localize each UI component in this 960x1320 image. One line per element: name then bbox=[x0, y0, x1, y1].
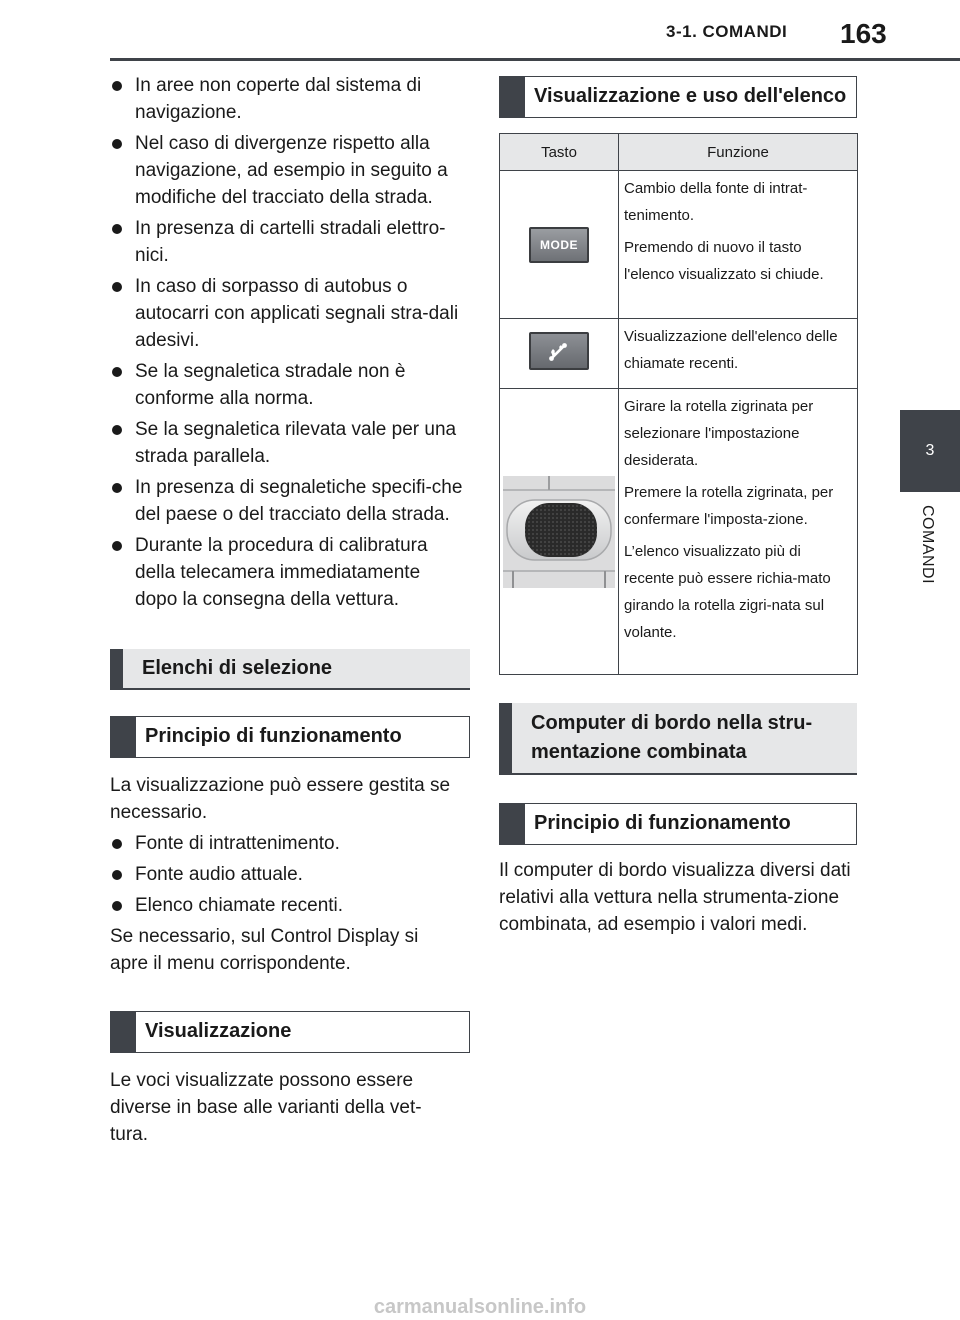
function-line: Premendo di nuovo il tasto l'elenco visualizzato si chiude. bbox=[624, 239, 824, 283]
table-row bbox=[500, 389, 858, 675]
table-row bbox=[500, 171, 858, 319]
right-column bbox=[499, 76, 859, 938]
mode-button-icon: MODE bbox=[529, 227, 589, 263]
section-heading-onboard-computer bbox=[499, 703, 857, 775]
chapter-side-label-text: COMANDI bbox=[919, 505, 936, 585]
paragraph: Se necessario, sul Control Display si apre il menu corrispondente. bbox=[110, 926, 419, 974]
running-header-section: 3-1. COMANDI bbox=[666, 22, 788, 41]
subheading-operating-principle bbox=[110, 716, 470, 758]
phone-icon bbox=[529, 332, 589, 370]
subheading-display bbox=[110, 1011, 470, 1053]
subheading-list-display-and-use bbox=[499, 76, 857, 118]
paragraph: Le voci visualizzate possono essere diverse in base alle varianti della vet-tura. bbox=[110, 1070, 422, 1145]
subheading-text: Principio di funzionamento bbox=[145, 725, 402, 747]
section-heading-text: Computer di bordo nella stru-mentazione combinata bbox=[531, 712, 813, 763]
table-row bbox=[500, 319, 858, 389]
list-item: Elenco chiamate recenti. bbox=[110, 892, 470, 919]
function-cell bbox=[619, 389, 858, 675]
function-line: Premere la rotella zigrinata, per confermare l'imposta-zione. bbox=[624, 484, 834, 528]
key-function-table bbox=[499, 133, 858, 675]
table-header-row bbox=[500, 134, 858, 171]
intro-bullet-list bbox=[110, 72, 465, 613]
section-heading-text: Elenchi di selezione bbox=[142, 657, 333, 679]
page-number: 163 bbox=[840, 18, 887, 49]
key-cell bbox=[500, 389, 619, 675]
chapter-side-label bbox=[896, 505, 956, 615]
list-item: Se la segnaletica rilevata vale per una strada parallela. bbox=[110, 416, 465, 470]
left-column bbox=[110, 70, 470, 1148]
function-cell bbox=[619, 171, 858, 319]
list-item: In presenza di cartelli stradali elettro-nici. bbox=[110, 215, 465, 269]
subheading-text: Principio di funzionamento bbox=[534, 812, 791, 834]
header-rule bbox=[110, 58, 960, 61]
phone-handset-icon bbox=[531, 334, 587, 368]
list-item: Fonte di intrattenimento. bbox=[110, 830, 470, 857]
section-heading-selection-lists bbox=[110, 649, 470, 690]
key-cell bbox=[500, 319, 619, 389]
function-cell bbox=[619, 319, 858, 389]
key-cell bbox=[500, 171, 619, 319]
table-header-function: Funzione bbox=[619, 134, 858, 171]
subheading-operating-principle bbox=[499, 803, 857, 845]
watermark: carmanualsonline.info bbox=[373, 1296, 587, 1318]
function-line: Girare la rotella zigrinata per selezionare l'impostazione desiderata. bbox=[624, 398, 814, 469]
list-item: In caso di sorpasso di autobus o autocarri con applicati segnali stra-dali adesivi. bbox=[110, 273, 465, 354]
list-item: Se la segnaletica stradale non è conforme alla norma. bbox=[110, 358, 465, 412]
paragraph: La visualizzazione può essere gestita se necessario. bbox=[110, 775, 451, 823]
list-item: Fonte audio attuale. bbox=[110, 861, 470, 888]
list-item: In aree non coperte dal sistema di navigazione. bbox=[110, 72, 465, 126]
function-line: Visualizzazione dell'elenco delle chiamate recenti. bbox=[624, 328, 838, 372]
display-bullet-list bbox=[110, 830, 470, 919]
thumbwheel-icon bbox=[503, 476, 615, 588]
list-item: In presenza di segnaletiche specifi-che del paese o del tracciato della strada. bbox=[110, 474, 465, 528]
subheading-text: Visualizzazione bbox=[145, 1020, 292, 1042]
list-item: Durante la procedura di calibratura della telecamera immediatamente dopo la consegna della vettura. bbox=[110, 532, 465, 613]
function-line: Cambio della fonte di intrat-tenimento. bbox=[624, 180, 808, 224]
paragraph: Il computer di bordo visualizza diversi dati relativi alla vettura nella strumenta-zione combinata, ad esempio i valori medi. bbox=[499, 860, 851, 935]
function-line: L’elenco visualizzato più di recente può essere richia-mato girando la rotella zigri-nata sul volante. bbox=[624, 543, 831, 641]
list-item: Nel caso di divergenze rispetto alla navigazione, ad esempio in seguito a modifiche del tracciato della strada. bbox=[110, 130, 465, 211]
chapter-tab: 3 bbox=[900, 410, 960, 492]
table-header-key: Tasto bbox=[500, 134, 619, 171]
subheading-text: Visualizzazione e uso dell'elenco bbox=[534, 85, 847, 107]
